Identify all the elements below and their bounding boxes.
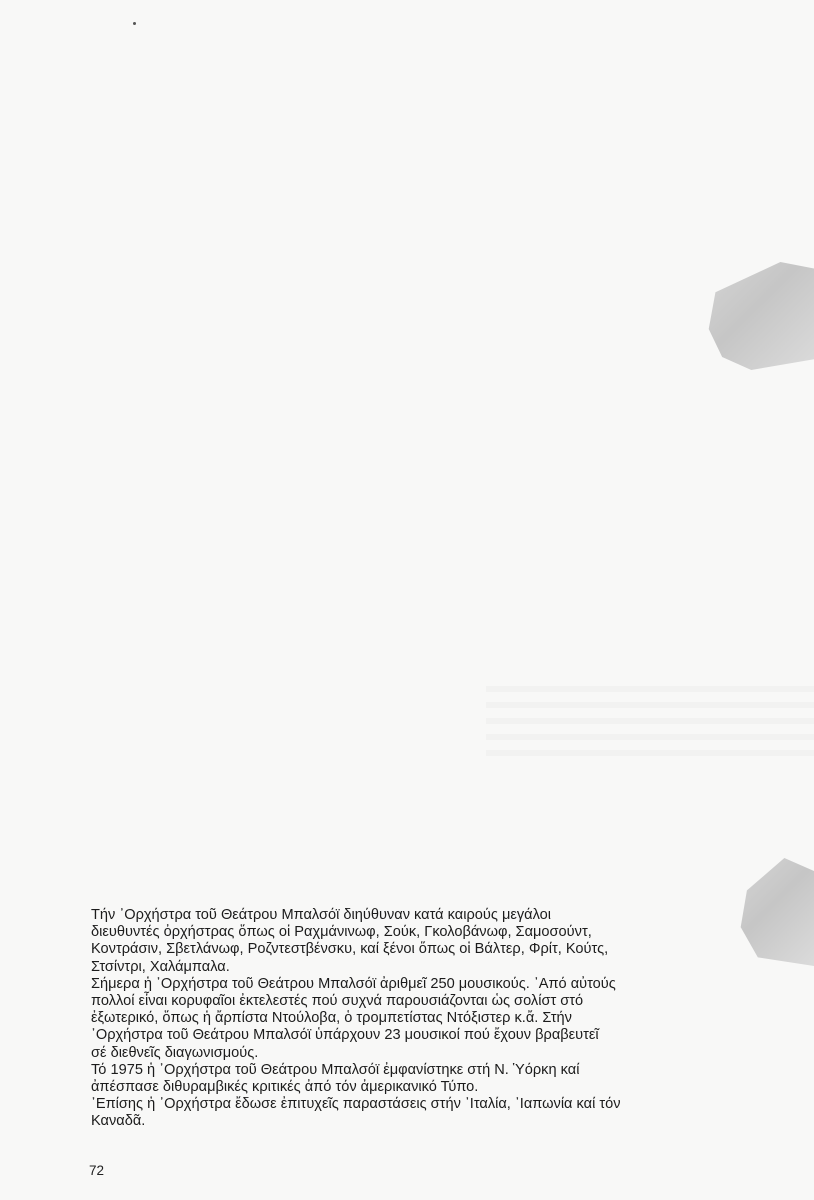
text-line: Στσίντρι, Χαλάμπαλα. xyxy=(91,958,230,975)
page-number: 72 xyxy=(89,1163,105,1178)
text-line: Κοντράσιν, Σβετλάνωφ, Ροζντεστβένσκυ, καί ξένοι ὅπως οἱ Βάλτερ, Φρίτ, Κούτς, xyxy=(91,941,609,958)
tape-strip-top xyxy=(702,262,814,370)
text-line: ἐξωτερικό, ὅπως ἡ ἄρπίστα Ντούλοβα, ὁ τρομπετίστας Ντόξιστερ κ.ἄ. Στήν xyxy=(91,1010,572,1027)
body-paragraph xyxy=(91,907,771,1130)
text-line: Τήν ᾿Ορχήστρα τοῦ Θεάτρου Μπαλσόϊ διηύθυναν κατά καιρούς μεγάλοι xyxy=(91,907,552,923)
show-through-text xyxy=(486,686,814,756)
text-line: ᾿Ορχήστρα τοῦ Θεάτρου Μπαλσόϊ ὑπάρχουν 23 μουσικοί πού ἔχουν βραβευτεῖ xyxy=(91,1027,599,1044)
text-line: διευθυντές ὀρχήστρας ὅπως οἱ Ραχμάνινωφ, Σούκ, Γκολοβάνωφ, Σαμοσούντ, xyxy=(91,924,592,941)
text-line: σέ διεθνεῖς διαγωνισμούς. xyxy=(91,1044,259,1061)
text-line: ἀπέσπασε διθυραμβικές κριτικές ἀπό τόν ἀμερικανικό Τύπο. xyxy=(91,1078,479,1095)
ink-dot xyxy=(133,22,136,25)
text-line: Σήμερα ἡ ᾿Ορχήστρα τοῦ Θεάτρου Μπαλσόϊ ἀριθμεῖ 250 μουσικούς. ᾿Από αὐτούς xyxy=(91,975,616,992)
text-line: ᾿Επίσης ἡ ᾿Ορχήστρα ἔδωσε ἐπιτυχεῖς παραστάσεις στήν ᾿Ιταλία, ᾿Ιαπωνία καί τόν xyxy=(91,1096,621,1113)
text-line: Καναδᾶ. xyxy=(91,1113,146,1130)
text-line: πολλοί εἶναι κορυφαῖοι ἐκτελεστές πού συχνά παρουσιάζονται ὡς σολίστ στό xyxy=(91,992,584,1009)
text-line: Τό 1975 ἡ ᾿Ορχήστρα τοῦ Θεάτρου Μπαλσόϊ ἐμφανίστηκε στή Ν. Ὑόρκη καί xyxy=(91,1061,580,1078)
